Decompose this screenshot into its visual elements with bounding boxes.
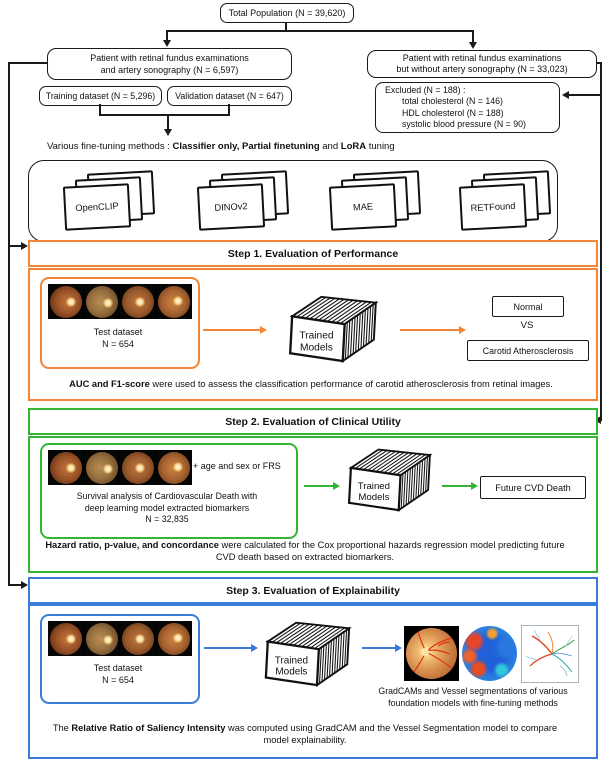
arrow-right-icon (304, 485, 334, 487)
svg-text:Trained: Trained (274, 655, 309, 667)
trained-models-icon (284, 291, 382, 363)
step1-header (28, 240, 598, 267)
model-card-stack-dinov2 (198, 172, 286, 230)
without-sonography-line2: but without artery sonography (N = 33,023) (396, 64, 568, 74)
step1-test-dataset-label: Test dataset N = 654 (93, 327, 143, 349)
carotid-atherosclerosis-box: Carotid Atherosclerosis (467, 340, 589, 361)
arrow-right-icon (362, 647, 396, 649)
fundus-thumbnail (48, 450, 84, 485)
fundus-thumbnail (48, 621, 84, 656)
trained-models-icon (342, 444, 437, 512)
model-label: DINOv2 (214, 201, 248, 213)
fundus-thumbnail (84, 284, 120, 319)
card-front (63, 183, 131, 230)
covariates-label: + age and sex or FRS (193, 461, 281, 471)
model-label: RETFound (470, 200, 516, 214)
saliency-heatmap-image (462, 626, 517, 681)
model-label: OpenCLIP (75, 200, 119, 214)
without-sonography-box (367, 50, 597, 78)
arrow-down-icon (166, 30, 168, 41)
arrow-right-icon (204, 647, 252, 649)
arrow-down-icon (167, 114, 169, 130)
fundus-thumbnail (120, 450, 156, 485)
step3-caption: The Relative Ratio of Saliency Intensity was computed using GradCAM and the Vessel Segmentation model to compare model explainability. (52, 723, 558, 745)
arrow-left-icon (600, 419, 602, 421)
validation-dataset-box (167, 86, 292, 106)
trained-models-icon (260, 617, 355, 687)
excluded-title: Excluded (N = 188) : (385, 84, 466, 95)
arrow-right-icon (203, 329, 261, 331)
fundus-image-strip (48, 284, 192, 319)
card-front (197, 183, 265, 230)
with-sonography-box (47, 48, 292, 80)
fundus-thumbnail (156, 450, 192, 485)
vs-label: VS (520, 320, 534, 331)
training-dataset-label: Training dataset (N = 5,296) (45, 91, 156, 101)
step2-header (28, 408, 598, 435)
model-card-stack-retfound (460, 172, 548, 230)
feedback-line-right (600, 62, 602, 420)
svg-text:Models: Models (300, 342, 333, 354)
fundus-thumbnail (84, 450, 120, 485)
fundus-thumbnail (120, 284, 156, 319)
finetuning-note: Various fine-tuning methods : Classifier only, Partial finetuning and LoRA tuning (47, 141, 395, 152)
step2-caption: Hazard ratio, p-value, and concordance were calculated for the Cox proportional hazards regression model predicting future CVD death based on extracted biomarkers. (45, 540, 565, 562)
excluded-item: systolic blood pressure (N = 90) (402, 119, 526, 129)
svg-text:Trained: Trained (299, 330, 334, 342)
feedback-line-left (8, 62, 47, 64)
model-card-stack-openclip (64, 172, 152, 230)
step3-test-dataset-label: Test dataset N = 654 (93, 663, 143, 685)
arrow-right-icon (9, 245, 22, 247)
vessel-segmentation-image (521, 625, 579, 683)
fundus-image-strip (48, 450, 192, 485)
normal-class-box: Normal (492, 296, 564, 317)
training-dataset-box (39, 86, 162, 106)
arrow-left-icon (568, 94, 602, 96)
validation-dataset-label: Validation dataset (N = 647) (175, 91, 284, 101)
arrow-right-icon (442, 485, 472, 487)
step3-title: Step 3. Evaluation of Explainability (226, 584, 400, 597)
with-sonography-line2: and artery sonography (N = 6,597) (100, 65, 239, 75)
svg-text:Models: Models (358, 492, 390, 504)
future-cvd-death-box: Future CVD Death (480, 476, 586, 499)
without-sonography-line1: Patient with retinal fundus examinations (402, 52, 562, 63)
explainability-outputs-caption: GradCAMs and Vessel segmentations of various foundation models with fine-tuning methods (378, 686, 568, 708)
svg-text:Models: Models (275, 666, 308, 678)
card-front (329, 183, 397, 230)
connector-line (99, 114, 230, 116)
card-front (459, 183, 527, 230)
excluded-item: HDL cholesterol (N = 188) (402, 107, 504, 118)
total-population-box (220, 3, 354, 23)
excluded-box (375, 82, 560, 133)
step2-title: Step 2. Evaluation of Clinical Utility (225, 415, 401, 428)
fundus-thumbnail (84, 621, 120, 656)
step3-header (28, 577, 598, 604)
connector-line (167, 30, 473, 32)
with-sonography-line1: Patient with retinal fundus examinations (90, 53, 249, 63)
step1-caption: AUC and F1-score were used to assess the classification performance of carotid atherosclerosis from retinal images. (69, 379, 553, 389)
arrow-down-icon (472, 30, 474, 43)
total-population-label: Total Population (N = 39,620) (228, 8, 346, 18)
fundus-thumbnail (48, 284, 84, 319)
fundus-thumbnail (120, 621, 156, 656)
model-card-stack-mae (330, 172, 418, 230)
svg-text:Trained: Trained (357, 481, 391, 493)
arrow-right-icon (400, 329, 460, 331)
feedback-line-left (8, 62, 10, 586)
fundus-thumbnail (156, 284, 192, 319)
model-label: MAE (352, 201, 374, 213)
step1-title: Step 1. Evaluation of Performance (227, 247, 399, 260)
fundus-image-strip (48, 621, 192, 656)
gradcam-image (404, 626, 459, 681)
fundus-thumbnail (156, 621, 192, 656)
excluded-item: total cholesterol (N = 146) (402, 96, 503, 106)
arrow-right-icon (9, 584, 22, 586)
step2-dataset-label: Survival analysis of Cardiovascular Death with deep learning model extracted biomarkers N = 32,835 (76, 491, 258, 524)
